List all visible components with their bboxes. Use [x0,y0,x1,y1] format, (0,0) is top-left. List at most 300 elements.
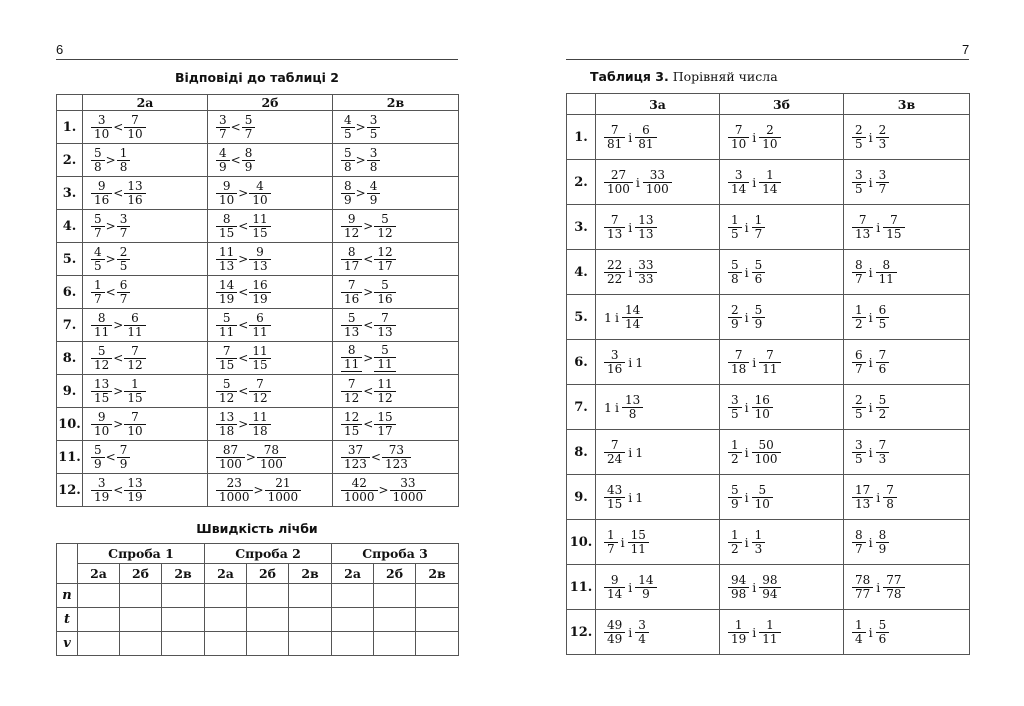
connector: і [628,354,633,370]
table-row [567,160,970,205]
fraction [249,312,270,339]
numerator: 2 [852,394,866,408]
col-header-3v: 3в [844,94,970,115]
numerator: 7 [124,345,145,359]
row-number: 9. [57,375,83,408]
fraction [341,444,370,471]
fraction [759,619,780,646]
denominator: 7 [855,271,863,286]
denominator: 7 [119,291,128,306]
numerator: 5 [752,484,773,498]
fraction [249,246,270,273]
numerator: 3 [635,619,649,633]
connector: і [752,129,757,145]
denominator: 1000 [267,489,299,504]
denominator: 11 [762,361,778,376]
denominator: 12 [344,390,360,405]
fraction [852,214,873,241]
numerator: 1 [728,439,742,453]
denominator: 10 [219,192,235,207]
comparison-sign: < [238,351,249,365]
row-number: 1. [57,111,83,144]
denominator: 13 [855,496,871,511]
denominator: 11 [630,541,646,556]
numerator: 8 [341,344,362,358]
denominator: 33 [638,271,654,286]
comparison-sign: > [105,219,116,233]
answer-cell [208,441,333,474]
fraction [852,349,866,376]
fraction [752,529,766,556]
fraction [752,214,766,241]
sub-header: 2б [374,564,416,584]
answer-cell [333,441,459,474]
numerator: 6 [635,124,656,138]
denominator: 8 [886,496,894,511]
fraction [374,312,395,339]
sub-header: 2в [416,564,459,584]
answers-table [56,94,459,507]
table-row [57,210,459,243]
numerator: 37 [341,444,370,458]
denominator: 1000 [392,489,424,504]
denominator: 12 [344,225,360,240]
numerator: 8 [216,213,237,227]
table-row [57,111,459,144]
fraction [374,246,395,273]
numerator: 4 [91,246,105,260]
connector: і [868,399,873,415]
table-row [57,342,459,375]
speed-cell[interactable] [332,584,374,608]
numerator: 8 [852,529,866,543]
numerator: 17 [852,484,873,498]
table-row [57,474,459,507]
connector: і [868,264,873,280]
answer-cell [83,441,208,474]
table-row [57,309,459,342]
denominator: 94 [762,586,778,601]
answer-cell [333,309,459,342]
fraction [341,411,362,438]
numerator: 11 [249,213,270,227]
speed-cell[interactable] [205,608,247,632]
denominator: 24 [607,451,623,466]
row-number: 8. [567,430,596,475]
denominator: 19 [219,291,235,306]
fraction [852,124,866,151]
numerator: 6 [852,349,866,363]
numerator: 5 [374,344,395,358]
speed-cell[interactable] [247,608,289,632]
speed-cell[interactable] [289,584,332,608]
numerator: 8 [341,246,362,260]
answer-cell [83,210,208,243]
col-header-2a: 2а [83,95,208,111]
table3-title-text: Порівняй числа [672,69,778,84]
row-number: 10. [57,408,83,441]
speed-cell[interactable] [289,632,332,656]
speed-cell[interactable] [120,584,162,608]
compare-cell [844,115,970,160]
fraction [91,213,105,240]
denominator: 12 [377,225,393,240]
denominator: 10 [94,126,110,141]
fraction [852,259,866,286]
denominator: 8 [94,159,102,174]
fraction [876,529,890,556]
connector: і [744,219,749,235]
speed-cell[interactable] [289,608,332,632]
table-row [567,205,970,250]
compare-cell [720,520,844,565]
comparison-sign: > [245,450,256,464]
speed-corner [57,544,78,584]
fraction [341,147,355,174]
denominator: 5 [731,226,739,241]
speed-cell[interactable] [332,632,374,656]
row-number: 12. [567,610,596,655]
speed-cell[interactable] [78,608,120,632]
connector: і [876,219,881,235]
denominator: 13 [219,258,235,273]
fraction [91,312,112,339]
table-row [567,340,970,385]
denominator: 15 [219,225,235,240]
row-number: 11. [567,565,596,610]
compare-cell [720,160,844,205]
fraction [216,246,237,273]
row-number: 10. [567,520,596,565]
numerator: 5 [374,213,395,227]
fraction [876,619,890,646]
speed-cell[interactable] [120,608,162,632]
fraction [249,345,270,372]
comparison-sign: > [113,384,124,398]
comparison-sign: > [363,285,374,299]
numerator: 13 [124,180,145,194]
numerator: 4 [249,180,270,194]
fraction [728,619,749,646]
comparison-sign: < [113,483,124,497]
comparison-sign: < [238,285,249,299]
denominator: 5 [119,258,128,273]
comparison-sign: < [238,384,249,398]
speed-cell[interactable] [374,632,416,656]
denominator: 100 [259,456,283,471]
numerator: 7 [883,214,904,228]
numerator: 87 [216,444,245,458]
fraction [876,304,890,331]
numerator: 7 [883,484,897,498]
fraction [124,312,145,339]
numerator: 23 [216,477,253,491]
denominator: 49 [607,631,623,646]
connector: і [868,354,873,370]
speed-cell[interactable] [247,632,289,656]
fraction [876,169,890,196]
numerator: 3 [91,114,112,128]
denominator: 11 [341,358,362,372]
numerator: 78 [257,444,286,458]
fraction [728,574,749,601]
fraction [852,484,873,511]
fraction [341,114,355,141]
fraction [249,213,270,240]
sub-header: 2а [332,564,374,584]
numerator: 5 [242,114,256,128]
speed-cell[interactable] [205,632,247,656]
denominator: 8 [344,159,352,174]
comparison-sign: > [113,417,124,431]
numerator: 5 [876,619,890,633]
comparison-sign: < [363,384,374,398]
denominator: 16 [377,291,393,306]
compare-cell [720,565,844,610]
denominator: 6 [878,631,887,646]
table-row [57,177,459,210]
numerator: 14 [622,304,643,318]
fraction [604,214,625,241]
speed-cell[interactable] [416,608,459,632]
denominator: 12 [219,390,235,405]
fraction [728,214,742,241]
numerator: 1 [852,619,866,633]
denominator: 10 [127,423,143,438]
comparison-table [566,93,970,655]
comparison-sign: < [230,153,241,167]
numerator: 7 [341,279,362,293]
numerator: 9 [216,180,237,194]
fraction [91,246,105,273]
numerator: 7 [249,378,270,392]
comparison-sign: > [105,153,116,167]
numerator: 6 [249,312,270,326]
denominator: 15 [252,225,268,240]
fraction [752,439,781,466]
speed-cell[interactable] [162,632,205,656]
denominator: 9 [878,541,887,556]
fraction [604,484,625,511]
connector: і [628,444,633,460]
speed-cell[interactable] [332,608,374,632]
col-header-2v: 2в [333,95,459,111]
fraction [216,378,237,405]
fraction [852,529,866,556]
col-header-2b: 2б [208,95,333,111]
comparison-sign: > [113,318,124,332]
numerator: 3 [216,114,230,128]
numerator: 2 [876,124,890,138]
denominator: 6 [754,271,763,286]
answer-cell [208,309,333,342]
fraction [759,124,780,151]
answer-cell [333,243,459,276]
numerator: 5 [876,394,890,408]
denominator: 11 [878,271,894,286]
numerator: 14 [216,279,237,293]
comparison-sign: > [253,483,264,497]
denominator: 9 [754,316,763,331]
fraction [728,529,742,556]
denominator: 17 [377,423,393,438]
denominator: 7 [94,291,102,306]
numerator: 1 [759,619,780,633]
speed-cell[interactable] [416,584,459,608]
numerator: 13 [622,394,643,408]
numerator: 15 [628,529,649,543]
fraction [91,378,112,405]
speed-cell[interactable] [205,584,247,608]
numerator: 98 [759,574,780,588]
denominator: 13 [377,324,393,339]
numerator: 33 [643,169,672,183]
row-number: 3. [57,177,83,210]
fraction [367,147,381,174]
table-row [567,295,970,340]
numerator: 3 [91,477,112,491]
connector: і [744,264,749,280]
fraction [604,169,633,196]
speed-cell[interactable] [78,584,120,608]
compare-cell [596,340,720,385]
speed-cell[interactable] [162,608,205,632]
speed-cell[interactable] [374,608,416,632]
fraction [759,349,780,376]
denominator: 11 [762,631,778,646]
denominator: 2 [855,316,863,331]
speed-title: Швидкість лічби [196,521,318,536]
fraction [91,345,112,372]
comparison-sign: < [113,120,124,134]
denominator: 19 [94,489,110,504]
fraction [883,214,904,241]
fraction [124,411,145,438]
fraction [604,349,625,376]
denominator: 9 [119,456,128,471]
denominator: 9 [731,496,739,511]
sub-header: 2в [162,564,205,584]
numerator: 33 [390,477,427,491]
connector: і [628,219,633,235]
connector: і [628,579,633,595]
numerator: 3 [367,114,381,128]
sub-header: 2б [120,564,162,584]
fraction [91,444,105,471]
answer-cell [83,276,208,309]
fraction [367,114,381,141]
denominator: 15 [94,390,110,405]
denominator: 7 [607,541,615,556]
numerator: 13 [216,411,237,425]
speed-cell[interactable] [416,632,459,656]
fraction [216,312,237,339]
row-number: 2. [567,160,596,205]
numerator: 50 [752,439,781,453]
denominator: 17 [344,258,360,273]
fraction [216,411,237,438]
fraction [341,180,355,207]
compare-cell [720,295,844,340]
denominator: 1000 [219,489,250,504]
denominator: 16 [344,291,360,306]
numerator: 5 [91,213,105,227]
fraction [752,394,773,421]
fraction [216,213,237,240]
compare-cell [596,385,720,430]
numerator: 13 [124,477,145,491]
table3-title-bold: Таблиця 3. [590,69,669,84]
fraction [604,124,625,151]
answer-cell [333,375,459,408]
fraction [852,394,866,421]
numerator: 42 [341,477,378,491]
denominator: 10 [252,192,268,207]
denominator: 77 [855,586,871,601]
speed-cell[interactable] [247,584,289,608]
whole-number: 1 [604,309,612,325]
denominator: 7 [855,361,863,376]
fraction [242,114,256,141]
answer-cell [83,309,208,342]
header-rule-right [566,59,969,60]
table-row [567,565,970,610]
speed-cell[interactable] [78,632,120,656]
numerator: 7 [374,312,395,326]
comparison-sign: > [355,153,366,167]
compare-cell [720,250,844,295]
denominator: 14 [762,181,778,196]
row-label-v: v [57,632,78,656]
fraction [876,394,890,421]
numerator: 3 [876,169,890,183]
denominator: 16 [94,192,110,207]
numerator: 2 [728,304,742,318]
comparison-sign: < [363,318,374,332]
denominator: 13 [344,324,360,339]
denominator: 12 [94,357,110,372]
compare-cell [596,610,720,655]
denominator: 15 [607,496,623,511]
numerator: 3 [604,349,625,363]
connector: і [868,534,873,550]
answer-cell [83,144,208,177]
denominator: 7 [754,226,763,241]
compare-cell [596,115,720,160]
speed-cell[interactable] [374,584,416,608]
denominator: 19 [127,489,143,504]
table-row [567,250,970,295]
fraction [124,477,145,504]
denominator: 12 [252,390,268,405]
whole-number: 1 [635,354,644,370]
compare-cell [596,160,720,205]
denominator: 8 [119,159,128,174]
compare-cell [844,250,970,295]
compare-cell [844,160,970,205]
fraction [852,304,866,331]
numerator: 9 [91,180,112,194]
denominator: 13 [855,226,871,241]
denominator: 7 [855,541,863,556]
col-header-3a: 3а [596,94,720,115]
denominator: 5 [731,406,739,421]
speed-cell[interactable] [120,632,162,656]
sub-header: 2а [205,564,247,584]
connector: і [614,399,619,415]
speed-cell[interactable] [162,584,205,608]
compare-cell [596,520,720,565]
